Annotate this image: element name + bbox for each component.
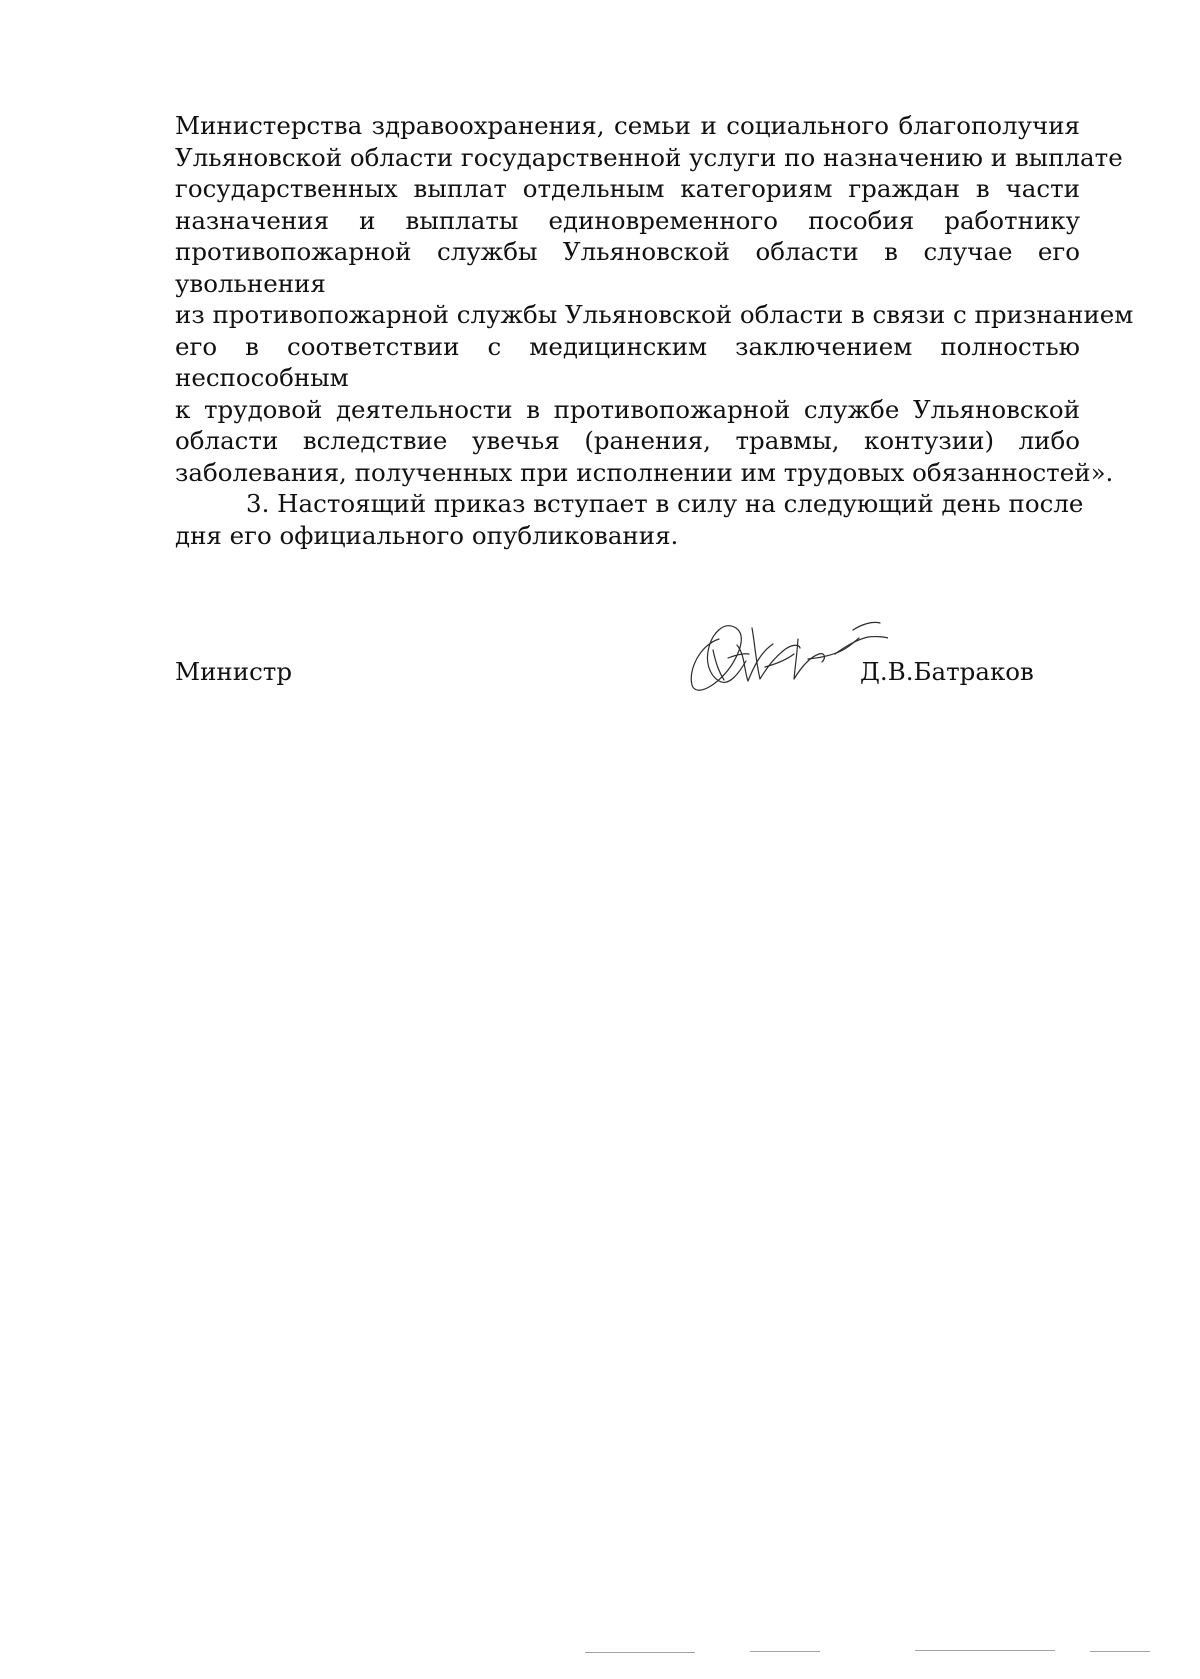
paragraph-line: назначения и выплаты единовременного пособия работнику (175, 205, 1080, 235)
paragraph-line: увольнения (175, 268, 326, 298)
signatory-name: Д.В.Батраков (860, 657, 1034, 686)
paragraph-line: Министерства здравоохранения, семьи и социального благополучия (175, 111, 1080, 140)
item-3-line: дня его официального опубликования. (175, 520, 679, 550)
scan-mark (750, 1651, 820, 1652)
scan-artifacts (0, 1650, 1200, 1679)
paragraph-line: области вследствие увечья (ранения, травмы, контузии) либо (175, 426, 1080, 455)
paragraph-line: его в соответствии с медицинским заключением полностью (175, 331, 1080, 361)
signatory-title: Министр (175, 657, 293, 686)
handwritten-signature (688, 610, 888, 705)
paragraph-line: противопожарной службы Ульяновской области в случае его (175, 237, 1080, 266)
document-body (175, 110, 1134, 551)
paragraph-line: к трудовой деятельности в противопожарной службе Ульяновской (175, 394, 1080, 424)
paragraph-line: неспособным (175, 363, 349, 392)
paragraph-line: Ульяновской области государственной услуги по назначению и выплате (175, 142, 1123, 172)
scan-mark (585, 1652, 695, 1653)
paragraph-line: государственных выплат отдельным категориям граждан в части (175, 174, 1080, 203)
signature-block (0, 600, 1200, 710)
scan-mark (1090, 1651, 1150, 1652)
item-3-line: 3. Настоящий приказ вступает в силу на следующий день после (246, 489, 1084, 518)
paragraph-line: заболевания, полученных при исполнении им трудовых обязанностей». (175, 457, 1114, 487)
scan-mark (915, 1650, 1055, 1651)
paragraph-line: из противопожарной службы Ульяновской области в связи с признанием (175, 300, 1134, 329)
